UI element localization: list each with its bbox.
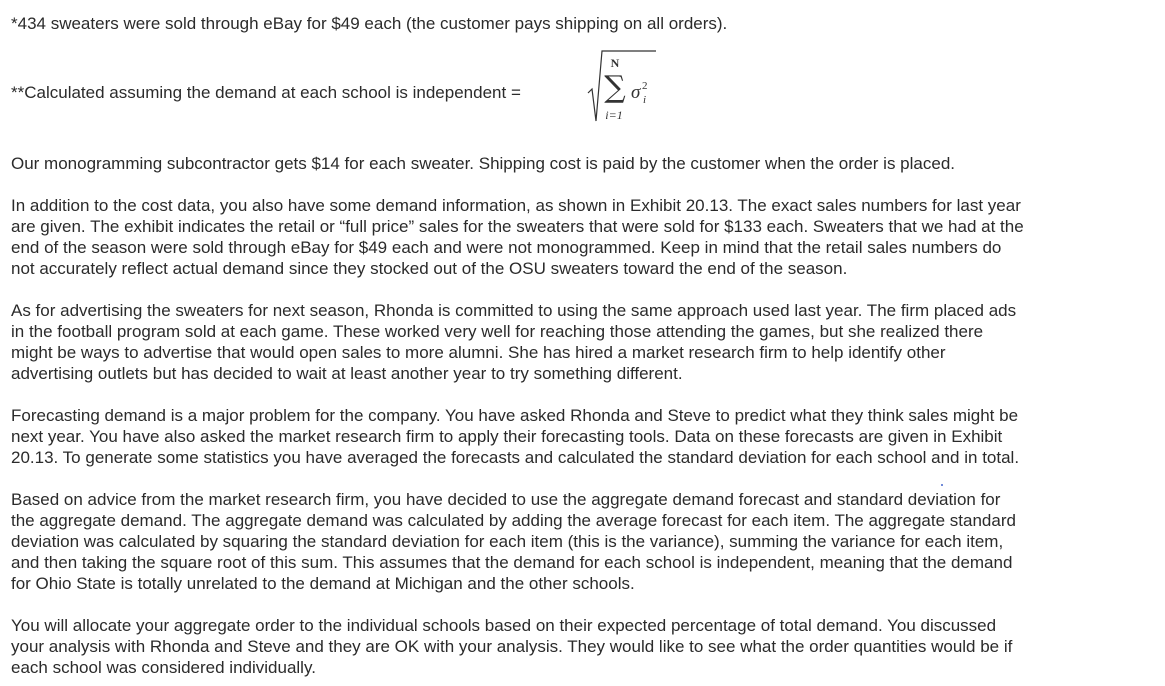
paragraph-line: are given. The exhibit indicates the retail or “full price” sales for the sweaters that were sold for $133 each. Sweaters that we had at the — [11, 217, 1024, 236]
paragraph-line: As for advertising the sweaters for next season, Rhonda is committed to using the same approach used last year. The firm placed ads — [11, 301, 1017, 320]
paragraph-line: advertising outlets but has decided to wait at least another year to try something different. — [11, 364, 683, 383]
sqrt-sum-formula — [584, 49, 656, 131]
paragraph-subcontractor — [11, 153, 1151, 174]
paragraph-line: You will allocate your aggregate order to the individual schools based on their expected percentage of total demand. You discussed — [11, 616, 997, 635]
paragraph-advertising — [11, 300, 1151, 384]
paragraph-demand-info — [11, 195, 1151, 279]
paragraph-line: for Ohio State is totally unrelated to the demand at Michigan and the other schools. — [11, 574, 635, 593]
stray-dot — [941, 484, 943, 486]
paragraph-line: Our monogramming subcontractor gets $14 for each sweater. Shipping cost is paid by the customer when the order is placed. — [11, 154, 955, 173]
paragraph-line: the aggregate demand. The aggregate demand was calculated by adding the average forecast for each item. The aggregate standard — [11, 511, 1016, 530]
paragraph-forecasting — [11, 405, 1151, 468]
sigma-term: σ — [631, 82, 641, 103]
sigma-subscript: i — [643, 94, 647, 106]
paragraph-line: end of the season were sold through eBay for $49 each and were not monogrammed. Keep in mind that the retail sales numbers do — [11, 238, 1002, 257]
paragraph-line: each school was considered individually. — [11, 658, 316, 677]
calc-note: **Calculated assuming the demand at each school is independent = — [11, 83, 521, 102]
sigma-superscript: 2 — [642, 80, 648, 92]
paragraph-line: next year. You have also asked the market research firm to apply their forecasting tools. Data on these forecasts are given in Exhibit — [11, 427, 1003, 446]
paragraph-line: in the football program sold at each game. These worked very well for reaching those attending the games, but she realized there — [11, 322, 984, 341]
paragraph-line: might be ways to advertise that would open sales to more alumni. She has hired a market research firm to help identify other — [11, 343, 946, 362]
paragraph-line: your analysis with Rhonda and Steve and they are OK with your analysis. They would like to see what the order quantities would be if — [11, 637, 1013, 656]
paragraph-allocation — [11, 615, 1151, 678]
paragraph-line: 20.13. To generate some statistics you have averaged the forecasts and calculated the standard deviation for each school and in total. — [11, 448, 1020, 467]
paragraph-aggregate — [11, 489, 1151, 594]
paragraph-line: deviation was calculated by squaring the standard deviation for each item (this is the variance), summing the variance for each item, — [11, 532, 1004, 551]
sweaters-note: *434 sweaters were sold through eBay for $49 each (the customer pays shipping on all orders). — [11, 14, 728, 33]
sum-lower-limit: i=1 — [605, 108, 623, 122]
sum-upper-limit: N — [610, 56, 620, 70]
sigma-sum-symbol: ∑ — [604, 70, 626, 105]
paragraph-line: In addition to the cost data, you also have some demand information, as shown in Exhibit 20.13. The exact sales numbers for last year — [11, 196, 1021, 215]
paragraph-line: not accurately reflect actual demand since they stocked out of the OSU sweaters toward the end of the season. — [11, 259, 848, 278]
paragraph-line: Based on advice from the market research firm, you have decided to use the aggregate demand forecast and standard deviation for — [11, 490, 1001, 509]
document-page — [11, 8, 1151, 678]
paragraph-line: Forecasting demand is a major problem for the company. You have asked Rhonda and Steve to predict what they think sales might be — [11, 406, 1019, 425]
formula-row — [11, 49, 1151, 131]
paragraph-line: and then taking the square root of this sum. This assumes that the demand for each school is independent, meaning that the demand — [11, 553, 1013, 572]
